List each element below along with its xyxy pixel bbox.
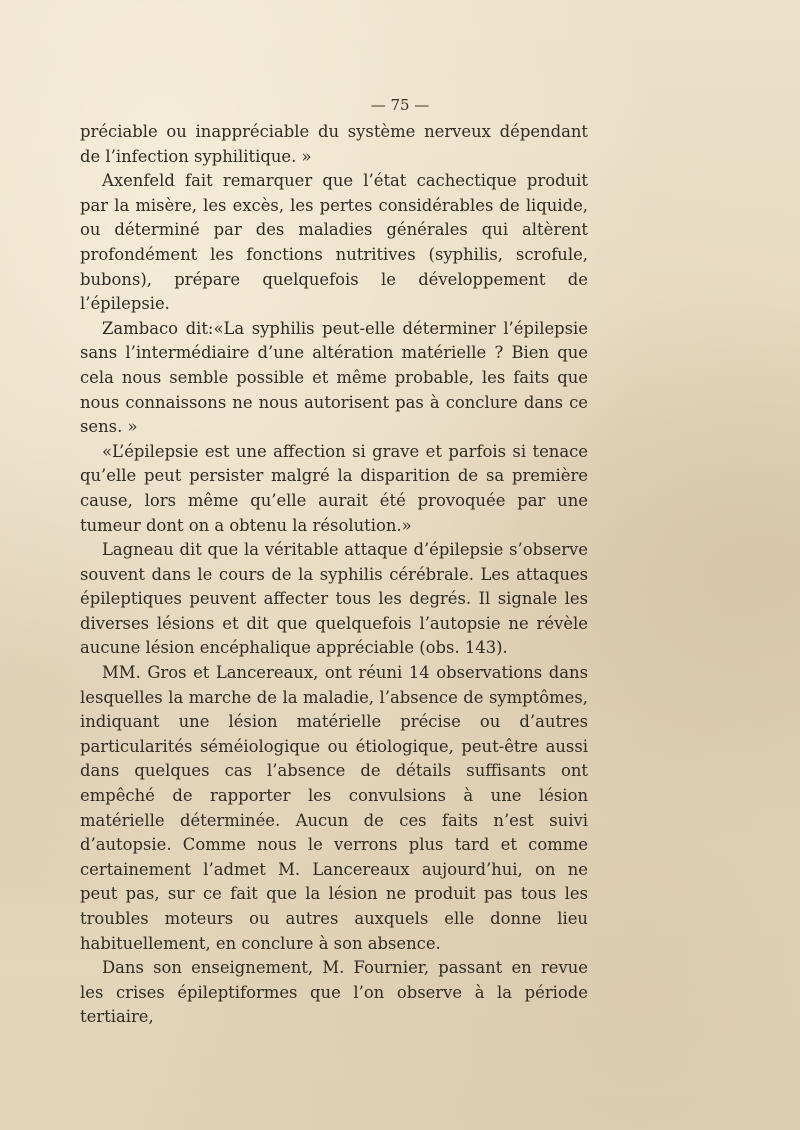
paragraph: MM. Gros et Lancereaux, ont réuni 14 observations dans lesquelles la marche de la maladie, l’absence de symptômes, indiquant une lésion matérielle précise ou d’autres particularités séméiologique ou étiologique, peut-être aussi dans quelques cas l’absence de détails suffisants ont empêché de rapporter les convulsions à une lésion matérielle déterminée. Aucun de ces faits n’est suivi d’autopsie. Comme nous le verrons plus tard et comme certainement l’admet M. Lancereaux aujourd’hui, on ne peut pas, sur ce fait que la lésion ne produit pas tous les troubles moteurs ou autres auxquels elle donne lieu habituellement, en conclure à son absence. <box>80 663 588 953</box>
paragraph: préciable ou inappréciable du système nerveux dépendant de l’infection syphilitique. » <box>80 122 588 166</box>
paragraph: Dans son enseignement, M. Fournier, passant en revue les crises épileptiformes que l’on observe à la période tertiaire, <box>80 958 588 1027</box>
body-text <box>80 120 588 1030</box>
paragraph: Lagneau dit que la véritable attaque d’épilepsie s’observe souvent dans le cours de la syphilis cérébrale. Les attaques épileptiques peuvent affecter tous les degrés. Il signale les diverses lésions et dit que quelquefois l’autopsie ne révèle aucune lésion encéphalique appréciable (obs. 143). <box>80 540 588 658</box>
paragraph: Zambaco dit:«La syphilis peut-elle déterminer l’épilepsie sans l’intermédiaire d’une altération matérielle ? Bien que cela nous semble possible et même probable, les faits que nous connaissons ne nous autorisent pas à conclure dans ce sens. » <box>80 318 588 437</box>
page-number: — 75 — <box>370 96 430 114</box>
paragraph: «L’épilepsie est une affection si grave et parfois si tenace qu’elle peut persister malgré la disparition de sa première cause, lors même qu’elle aurait été provoquée par une tumeur dont on a obtenu la résolution.» <box>80 441 588 535</box>
paragraph: Axenfeld fait remarquer que l’état cachectique produit par la misère, les excès, les pertes considérables de liquide, ou déterminé par des maladies générales qui altèrent profondément les fonctions nutritives (syphilis, scrofule, bubons), prépare quelquefois le développement de l’épilepsie. <box>80 171 588 314</box>
